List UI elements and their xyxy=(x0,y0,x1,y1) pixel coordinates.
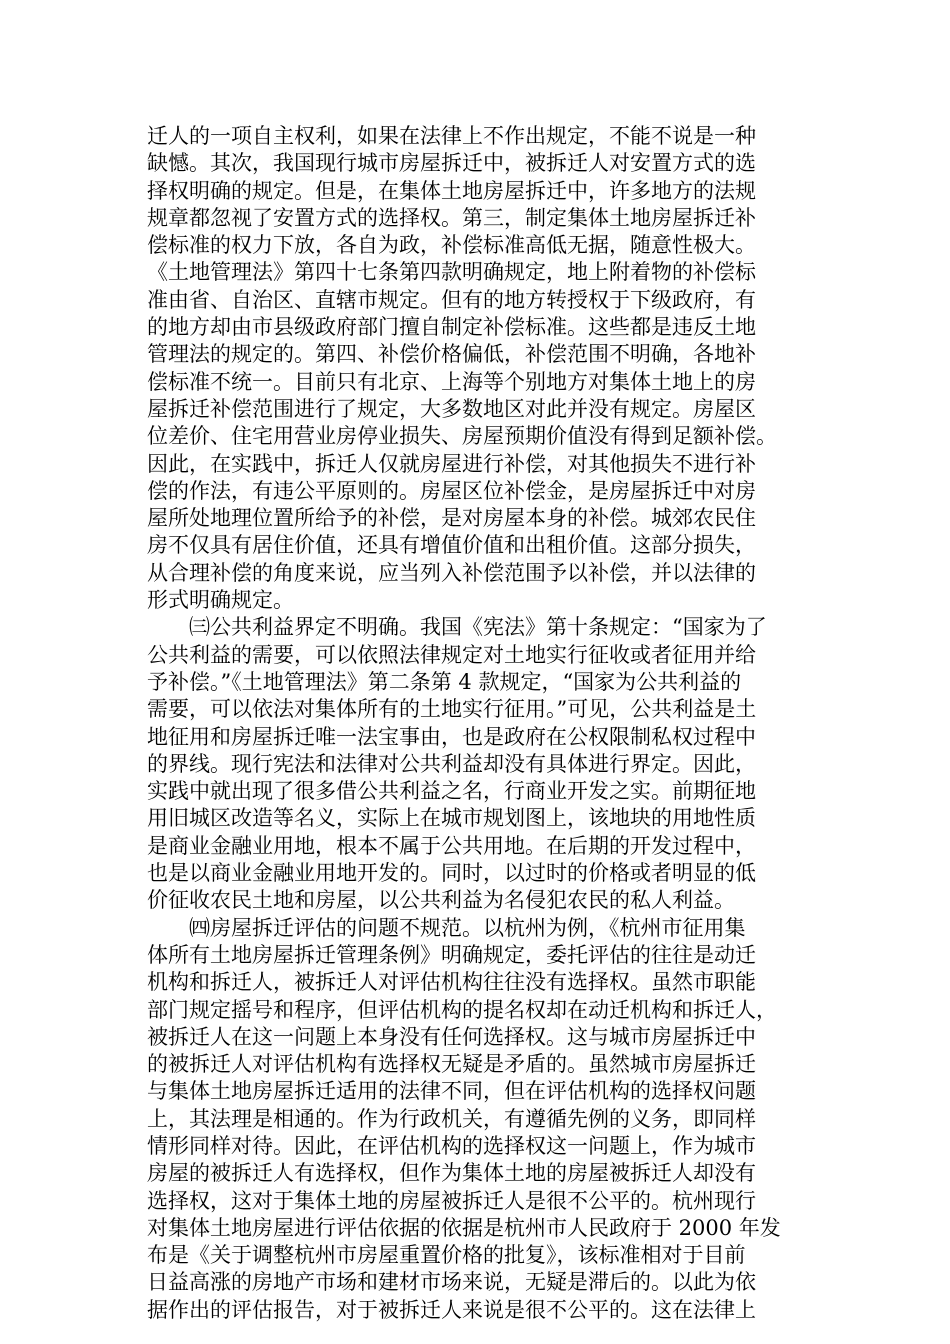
text-line: 体所有土地房屋拆迁管理条例》明确规定，委托评估的往往是动迁 xyxy=(147,942,756,967)
text-line: 从合理补偿的角度来说，应当列入补偿范围予以补偿，并以法律的 xyxy=(147,560,756,585)
text-line: 情形同样对待。因此，在评估机构的选择权这一问题上，作为城市 xyxy=(147,1133,756,1158)
text-line: 《土地管理法》第四十七条第四款明确规定，地上附着物的补偿标 xyxy=(147,260,756,285)
text-line: 用旧城区改造等名义，实际上在城市规划图上，该地块的用地性质 xyxy=(147,806,756,831)
text-line: 与集体土地房屋拆迁适用的法律不同，但在评估机构的选择权问题 xyxy=(147,1079,756,1104)
text-line: 选择权，这对于集体土地的房屋被拆迁人是很不公平的。杭州现行 xyxy=(147,1188,756,1213)
text-line: 偿标准的权力下放，各自为政，补偿标准高低无据，随意性极大。 xyxy=(147,233,756,258)
text-line: 迁人的一项自主权利，如果在法律上不作出规定，不能不说是一种 xyxy=(147,124,756,148)
document-page xyxy=(147,123,809,1324)
paragraph-start-line: ㈢公共利益界定不明确。我国《宪法》第十条规定：“国家为了 xyxy=(147,615,767,640)
text-line: 予补偿。”《土地管理法》第二条第 4 款规定，“国家为公共利益的 xyxy=(147,669,742,694)
text-line: 据作出的评估报告，对于被拆迁人来说是很不公平的。这在法律上 xyxy=(147,1297,756,1322)
text-line: 上，其法理是相通的。作为行政机关，有遵循先例的义务，即同样 xyxy=(147,1106,756,1131)
text-line: 屋所处地理位置所给予的补偿，是对房屋本身的补偿。城郊农民住 xyxy=(147,506,756,531)
text-line: 实践中就出现了很多借公共利益之名，行商业开发之实。前期征地 xyxy=(147,779,756,804)
text-line: 地征用和房屋拆迁唯一法宝事由，也是政府在公权限制私权过程中 xyxy=(147,724,756,749)
text-line: 的地方却由市县级政府部门擅自制定补偿标准。这些都是违反土地 xyxy=(147,315,756,340)
text-line: 偿的作法，有违公平原则的。房屋区位补偿金，是房屋拆迁中对房 xyxy=(147,478,756,503)
text-line: 规章都忽视了安置方式的选择权。第三，制定集体土地房屋拆迁补 xyxy=(147,205,756,230)
text-line: 择权明确的规定。但是，在集体土地房屋拆迁中，许多地方的法规 xyxy=(147,178,756,203)
text-line: 因此，在实践中，拆迁人仅就房屋进行补偿，对其他损失不进行补 xyxy=(147,451,756,476)
paragraph-start-line: ㈣房屋拆迁评估的问题不规范。以杭州为例，《杭州市征用集 xyxy=(147,915,746,940)
text-line: 是商业金融业用地，根本不属于公共用地。在后期的开发过程中， xyxy=(147,833,756,858)
text-line: 价征收农民土地和房屋，以公共利益为名侵犯农民的私人利益。 xyxy=(147,888,735,913)
text-line: 缺憾。其次，我国现行城市房屋拆迁中，被拆迁人对安置方式的选 xyxy=(147,151,756,176)
text-line: 公共利益的需要，可以依照法律规定对土地实行征收或者征用并给 xyxy=(147,642,756,667)
text-line: 对集体土地房屋进行评估依据的依据是杭州市人民政府于 2000 年发 xyxy=(147,1215,781,1240)
text-line: 房不仅具有居住价值，还具有增值价值和出租价值。这部分损失， xyxy=(147,533,756,558)
text-line: 机构和拆迁人，被拆迁人对评估机构往往没有选择权。虽然市职能 xyxy=(147,970,756,995)
text-line: 房屋的被拆迁人有选择权，但作为集体土地的房屋被拆迁人却没有 xyxy=(147,1161,756,1186)
text-line: 偿标准不统一。目前只有北京、上海等个别地方对集体土地上的房 xyxy=(147,369,756,394)
text-line: 准由省、自治区、直辖市规定。但有的地方转授权于下级政府，有 xyxy=(147,287,756,312)
text-line: 被拆迁人在这一问题上本身没有任何选择权。这与城市房屋拆迁中 xyxy=(147,1024,756,1049)
text-line: 布是《关于调整杭州市房屋重置价格的批复》，该标准相对于目前 xyxy=(147,1243,746,1268)
text-line: 部门规定摇号和程序，但评估机构的提名权却在动迁机构和拆迁人， xyxy=(147,997,777,1022)
text-line: 屋拆迁补偿范围进行了规定，大多数地区对此并没有规定。房屋区 xyxy=(147,396,756,421)
text-line: 日益高涨的房地产市场和建材市场来说，无疑是滞后的。以此为依 xyxy=(147,1270,756,1295)
text-line: 需要，可以依法对集体所有的土地实行征用。”可见，公共利益是土 xyxy=(147,697,757,722)
text-line: 的界线。现行宪法和法律对公共利益却没有具体进行界定。因此， xyxy=(147,751,756,776)
text-line: 的被拆迁人对评估机构有选择权无疑是矛盾的。虽然城市房屋拆迁 xyxy=(147,1052,756,1077)
text-line: 也是以商业金融业用地开发的。同时，以过时的价格或者明显的低 xyxy=(147,861,756,886)
text-line: 形式明确规定。 xyxy=(147,588,294,613)
text-line: 位差价、住宅用营业房停业损失、房屋预期价值没有得到足额补偿。 xyxy=(147,424,777,449)
text-line: 管理法的规定的。第四、补偿价格偏低，补偿范围不明确，各地补 xyxy=(147,342,756,367)
